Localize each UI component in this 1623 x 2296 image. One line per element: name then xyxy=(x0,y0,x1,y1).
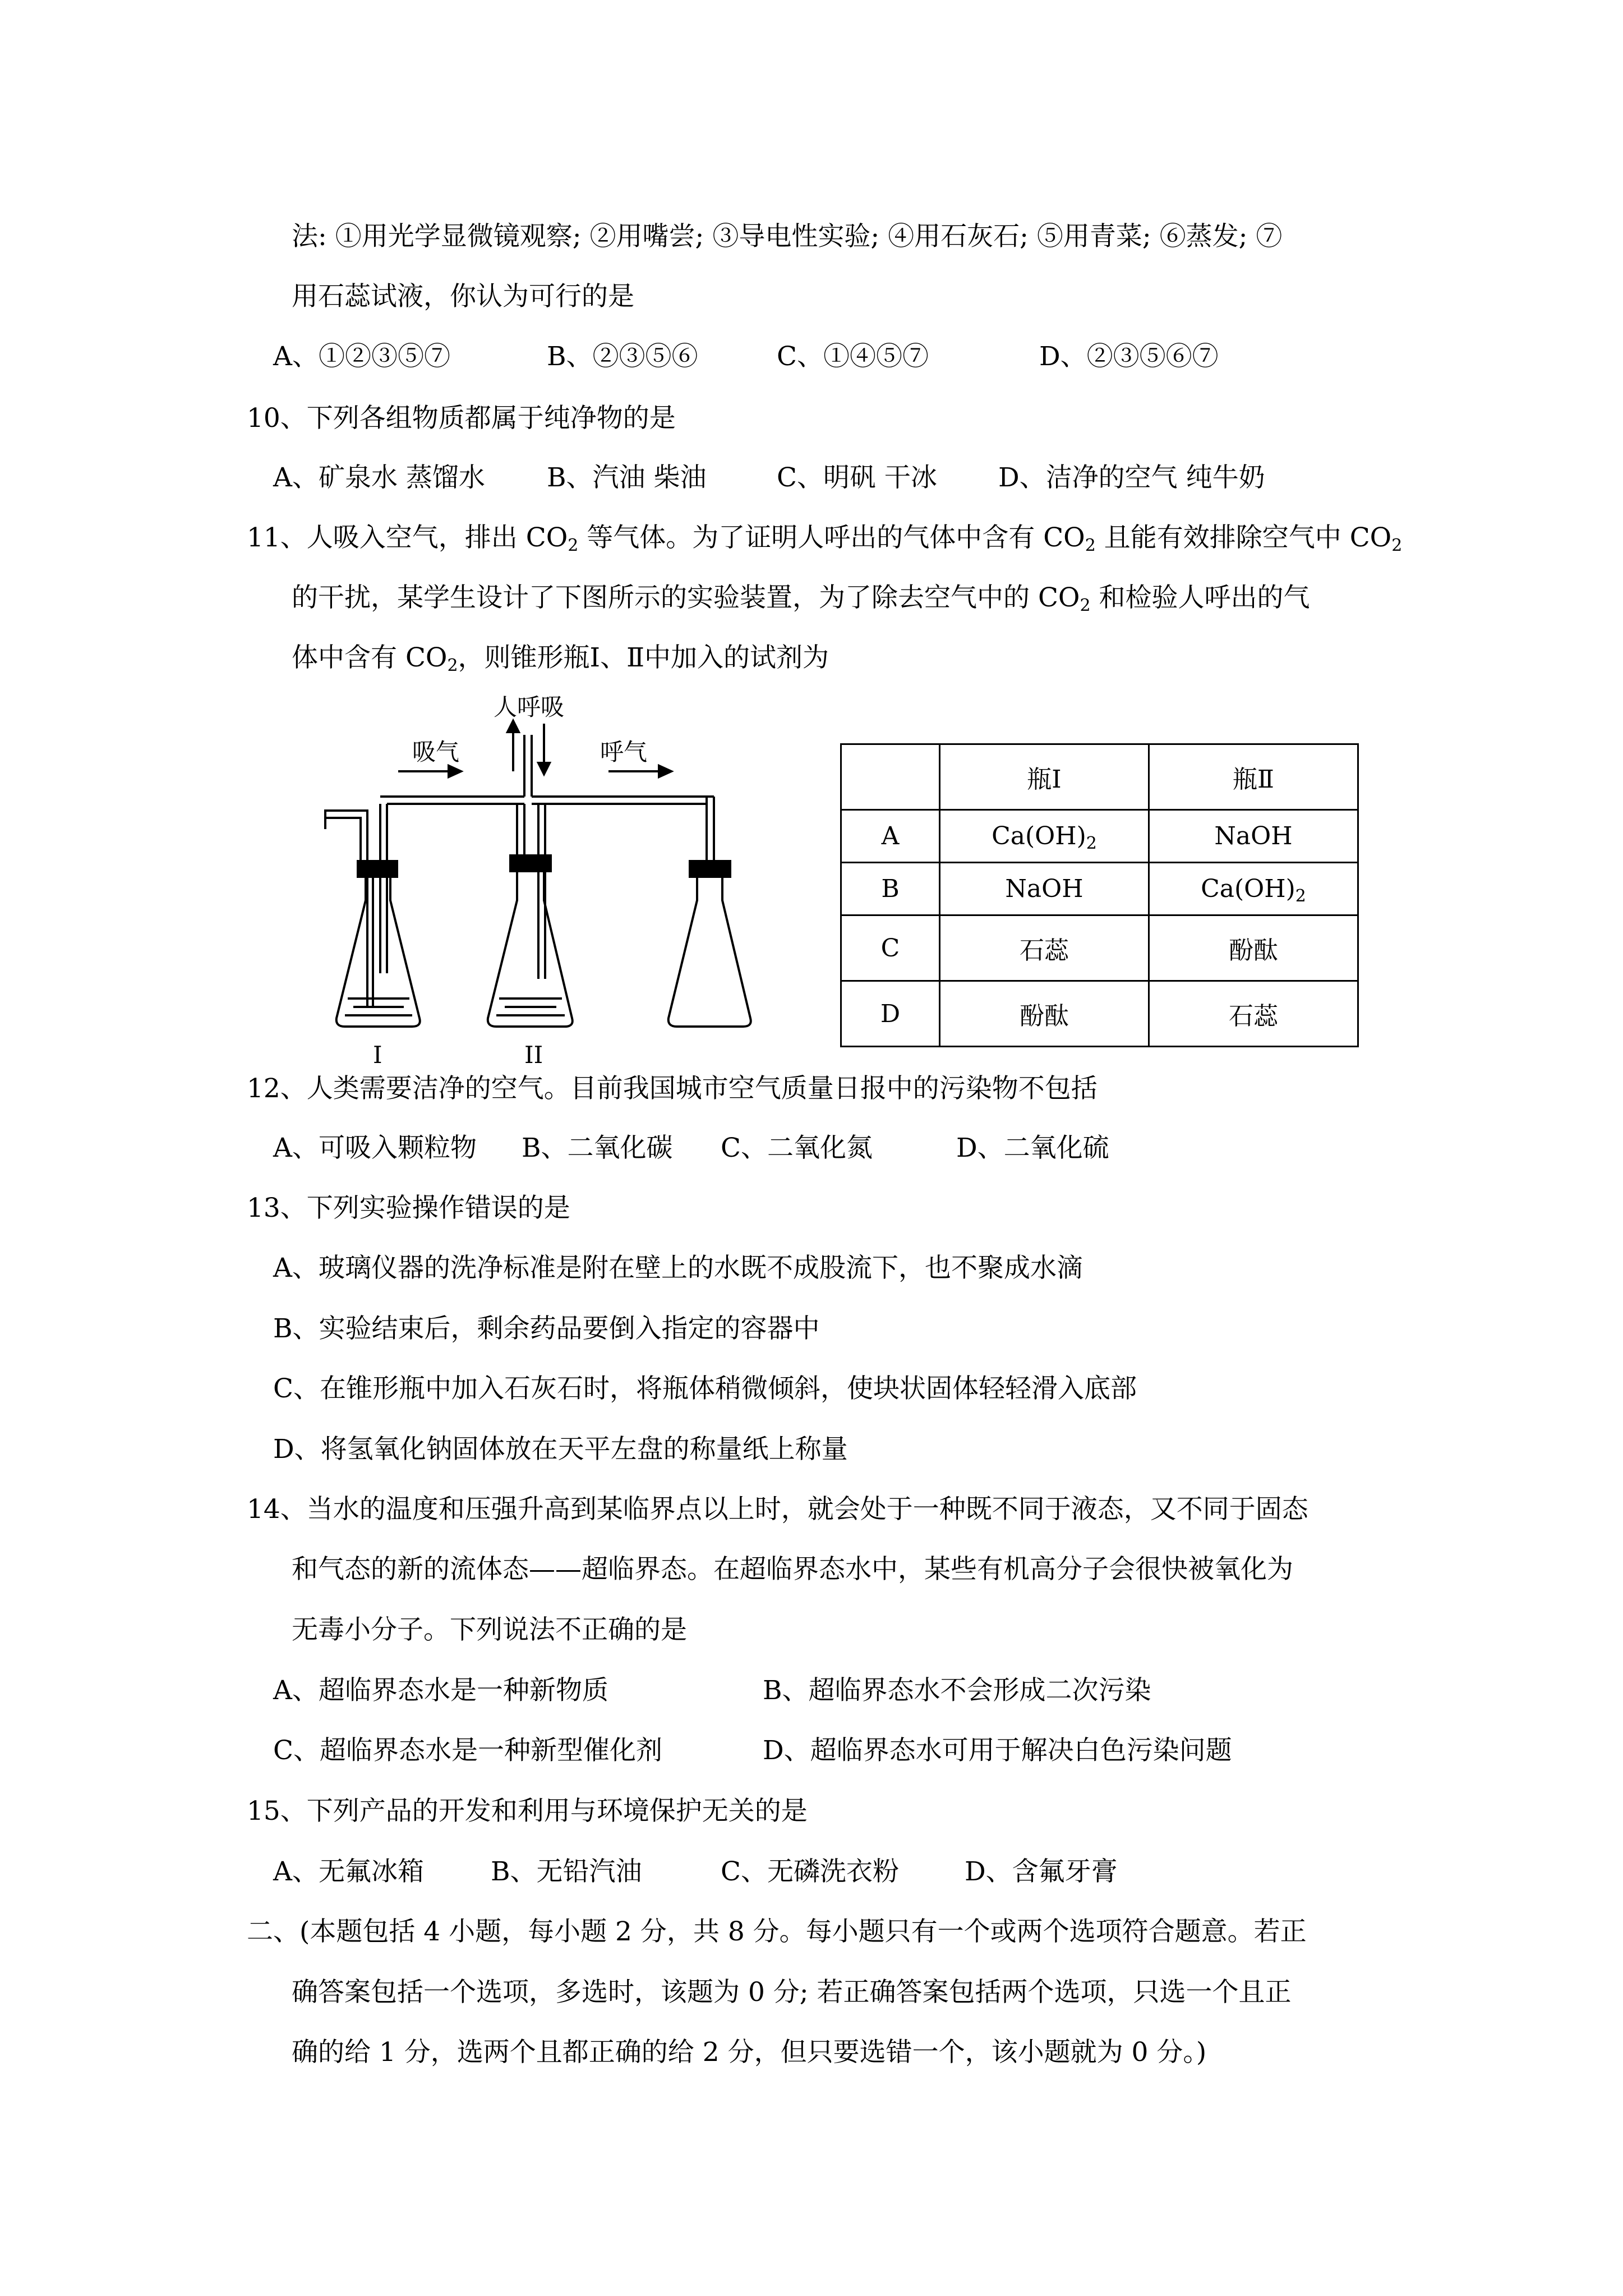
q15-option-c: C、无磷洗衣粉 xyxy=(721,1856,899,1887)
option-letter: A xyxy=(841,809,940,862)
bottle-1-reagent: NaOH xyxy=(940,863,1149,915)
q12-option-a: A、可吸入颗粒物 xyxy=(273,1133,477,1163)
table-row xyxy=(841,809,1358,862)
bottle-1-reagent: 酚酞 xyxy=(940,981,1149,1047)
q10-option-d: D、洁净的空气 纯牛奶 xyxy=(998,462,1265,493)
table-header-row xyxy=(841,744,1358,810)
q9-stem-line2: 用石蕊试液，你认为可行的是 xyxy=(292,281,634,312)
section-2-instructions-line1: 二、(本题包括 4 小题，每小题 2 分，共 8 分。每小题只有一个或两个选项符合题意。若正 xyxy=(247,1916,1307,1947)
q14-option-b: B、超临界态水不会形成二次污染 xyxy=(763,1675,1151,1706)
q14-option-c: C、超临界态水是一种新型催化剂 xyxy=(273,1735,662,1766)
q14-stem-line3: 无毒小分子。下列说法不正确的是 xyxy=(292,1614,687,1645)
bottle-2-reagent: 石蕊 xyxy=(1149,981,1358,1047)
section-2-instructions-line2: 确答案包括一个选项，多选时，该题为 0 分; 若正确答案包括两个选项，只选一个且正 xyxy=(292,1977,1292,2008)
option-letter: C xyxy=(841,915,940,981)
bottle-2-reagent: $Ca(OH)_2$ xyxy=(1149,863,1358,915)
q9-stem-line1: 法: ①用光学显微镜观察; ②用嘴尝; ③导电性实验; ④用石灰石; ⑤用青菜; ⑥蒸发; ⑦ xyxy=(292,221,1283,252)
q9-option-a: A、①②③⑤⑦ xyxy=(273,341,450,372)
experiment-apparatus-diagram xyxy=(314,693,830,1074)
q12-option-b: B、二氧化碳 xyxy=(522,1133,673,1163)
q13-option-c: C、在锥形瓶中加入石灰石时，将瓶体稍微倾斜，使块状固体轻轻滑入底部 xyxy=(273,1373,1137,1404)
option-letter: B xyxy=(841,863,940,915)
q10-stem: 10、下列各组物质都属于纯净物的是 xyxy=(247,403,676,434)
q10-option-a: A、矿泉水 蒸馏水 xyxy=(273,462,485,493)
q12-option-d: D、二氧化硫 xyxy=(956,1133,1109,1163)
q14-stem-line2: 和气态的新的流体态——超临界态。在超临界态水中，某些有机高分子会很快被氧化为 xyxy=(292,1554,1293,1585)
q10-option-b: B、汽油 柴油 xyxy=(547,462,707,493)
flask-2-label: II xyxy=(524,1041,543,1069)
bottle-1-reagent: $Ca(OH)_2$ xyxy=(940,809,1149,862)
fig-label-breathe: 人呼吸 xyxy=(494,693,565,721)
q12-option-c: C、二氧化氮 xyxy=(721,1133,873,1163)
q15-option-d: D、含氟牙膏 xyxy=(965,1856,1118,1887)
bottle-1-reagent: 石蕊 xyxy=(940,915,1149,981)
reagent-table xyxy=(840,743,1359,1047)
table-header-cell xyxy=(841,744,940,810)
q9-option-c: C、①④⑤⑦ xyxy=(777,341,929,372)
section-2-instructions-line3: 确的给 1 分，选两个且都正确的给 2 分，但只要选错一个，该小题就为 0 分。) xyxy=(292,2037,1207,2068)
flask-1-label: I xyxy=(373,1041,382,1069)
q13-option-d: D、将氢氧化钠固体放在天平左盘的称量纸上称量 xyxy=(273,1434,848,1465)
q9-option-b: B、②③⑤⑥ xyxy=(547,341,698,372)
q14-option-a: A、超临界态水是一种新物质 xyxy=(273,1675,608,1706)
table-header-bottle-2: 瓶Ⅱ xyxy=(1149,744,1358,810)
q9-option-d: D、②③⑤⑥⑦ xyxy=(1039,341,1219,372)
fig-label-exhale: 呼气 xyxy=(600,738,648,766)
table-row xyxy=(841,863,1358,915)
q11-stem-line2: 的干扰，某学生设计了下图所示的实验装置，为了除去空气中的 $CO_2$ 和检验人呼出的气 xyxy=(292,582,1310,615)
option-letter: D xyxy=(841,981,940,1047)
bottle-2-reagent: NaOH xyxy=(1149,809,1358,862)
q13-option-a: A、玻璃仪器的洗净标准是附在壁上的水既不成股流下，也不聚成水滴 xyxy=(273,1253,1083,1283)
q15-stem: 15、下列产品的开发和利用与环境保护无关的是 xyxy=(247,1796,808,1826)
table-row xyxy=(841,915,1358,981)
q14-stem-line1: 14、当水的温度和压强升高到某临界点以上时，就会处于一种既不同于液态，又不同于固态 xyxy=(247,1494,1308,1525)
q13-stem: 13、下列实验操作错误的是 xyxy=(247,1193,570,1223)
bottle-2-reagent: 酚酞 xyxy=(1149,915,1358,981)
q13-option-b: B、实验结束后，剩余药品要倒入指定的容器中 xyxy=(273,1313,820,1344)
q15-option-a: A、无氟冰箱 xyxy=(273,1856,424,1887)
fig-label-inhale: 吸气 xyxy=(412,738,460,766)
table-header-bottle-1: 瓶Ⅰ xyxy=(940,744,1149,810)
q11-stem-line3: 体中含有 $CO_2$，则锥形瓶Ⅰ、Ⅱ中加入的试剂为 xyxy=(292,642,829,675)
q10-option-c: C、明矾 干冰 xyxy=(777,462,937,493)
q12-stem: 12、人类需要洁净的空气。目前我国城市空气质量日报中的污染物不包括 xyxy=(247,1073,1098,1104)
table-row xyxy=(841,981,1358,1047)
q15-option-b: B、无铅汽油 xyxy=(491,1856,642,1887)
q11-stem-line1: 11、人吸入空气，排出 $CO_2$ 等气体。为了证明人呼出的气体中含有 $CO_2$ 且能有效排除空气中 $CO_2$ xyxy=(247,522,1403,555)
q14-option-d: D、超临界态水可用于解决白色污染问题 xyxy=(763,1735,1232,1766)
